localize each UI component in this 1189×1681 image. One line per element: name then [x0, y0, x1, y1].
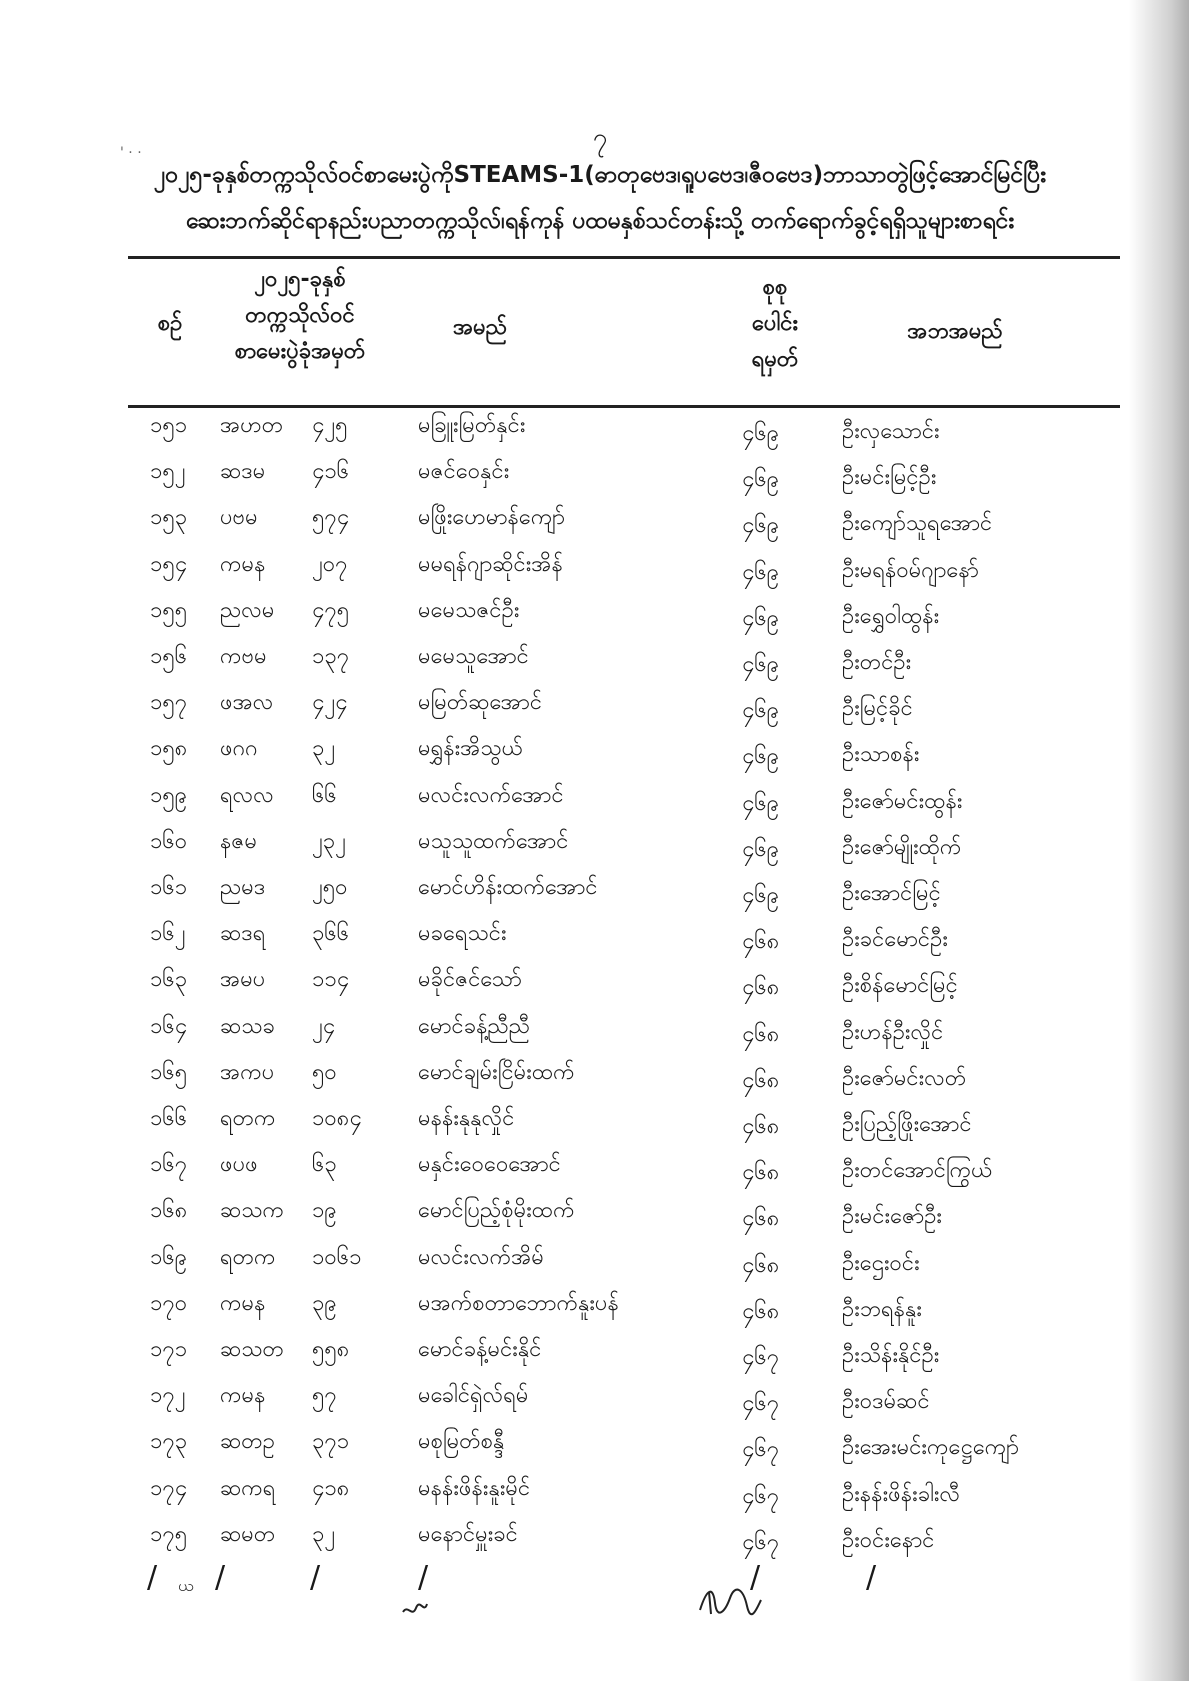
row-total-marks: ၄၆၉: [742, 559, 780, 585]
row-father-name: ဦးအေးမင်းကုဋ္ဌေကျော်: [842, 1435, 1019, 1461]
row-student-name: မလင်းလက်အောင်: [418, 782, 564, 808]
header-exam-line-1: ၂၀၂၅-ခုနှစ်: [254, 267, 346, 292]
table-row: [0, 1142, 1189, 1188]
row-serial-number: ၁၅၈: [150, 736, 188, 762]
row-serial-number: ၁၇၃: [150, 1429, 188, 1455]
table-row: [0, 495, 1189, 541]
header-exam-line-3: စာမေးပွဲခုံအမှတ်: [234, 339, 366, 364]
header-father-name: အဘအမည်: [907, 319, 1003, 344]
row-exam-number: ၃၉: [312, 1290, 337, 1316]
row-serial-number: ၁၇၁: [150, 1337, 188, 1362]
row-exam-code: အမပ: [220, 967, 266, 993]
table-row: [0, 865, 1189, 911]
header-marks-line-1: စုစု: [762, 275, 788, 300]
row-exam-number: ၆၃: [312, 1152, 337, 1178]
footer-mark-5: /: [750, 1560, 761, 1595]
table-row: [0, 542, 1189, 588]
row-exam-number: ၁၀၆၁: [312, 1244, 362, 1270]
table-row: [0, 1096, 1189, 1142]
table-top-rule: [128, 256, 1120, 259]
table-row: [0, 403, 1189, 449]
row-exam-number: ၂၀၇: [312, 551, 348, 577]
row-father-name: ဦးသိန်းနိုင်ဦး: [842, 1343, 940, 1368]
header-total-marks: [730, 270, 820, 378]
row-exam-number: ၆၆: [312, 782, 337, 808]
row-student-name: မခရေသင်း: [418, 921, 507, 947]
row-exam-number: ၂၅၀: [312, 875, 348, 900]
row-total-marks: ၄၆၈: [742, 1206, 780, 1232]
row-total-marks: ၄၆၉: [742, 790, 780, 816]
header-marks-line-3: ရမှတ်: [751, 347, 799, 372]
row-father-name: ဦးအောင်မြင့်: [842, 881, 941, 906]
row-total-marks: ၄၆၈: [742, 1021, 780, 1047]
table-row: [0, 1327, 1189, 1373]
header-marks-line-2: ပေါင်း: [751, 311, 799, 336]
row-total-marks: ၄၆၉: [742, 836, 780, 862]
row-father-name: ဦးကျော်သူရအောင်: [842, 511, 993, 537]
row-student-name: မခိုင်ဇင်သော်: [418, 967, 522, 993]
row-serial-number: ၁၅၁: [150, 413, 188, 438]
row-exam-code: ညလမ: [220, 597, 275, 623]
row-exam-code: ရတက: [220, 1106, 276, 1131]
row-student-name: မမေသဇင်ဦး: [418, 597, 520, 623]
row-serial-number: ၁၇၂: [150, 1383, 186, 1409]
row-father-name: ဦးပြည့်ဖြိုးအောင်: [842, 1112, 972, 1137]
row-serial-number: ၁၆၁: [150, 875, 188, 900]
table-row: [0, 726, 1189, 772]
initial-scribble: [400, 1598, 430, 1622]
table-row: [0, 588, 1189, 634]
row-serial-number: ၁၆၇: [150, 1152, 188, 1178]
row-total-marks: ၄၆၇: [742, 1345, 780, 1370]
table-row: [0, 1419, 1189, 1465]
row-student-name: မောင်ခန့်ညီညီ: [418, 1013, 531, 1039]
row-exam-number: ၅၅၈: [312, 1337, 350, 1362]
row-father-name: ဦးမင်းဇော်ဦး: [842, 1204, 943, 1230]
footer-mark-1: /: [147, 1560, 158, 1595]
row-father-name: ဦးသာစန်း: [842, 742, 920, 768]
row-exam-code: ဆဒရ: [220, 921, 266, 947]
row-serial-number: ၁၇၄: [150, 1475, 188, 1501]
row-exam-code: ရလလ: [220, 782, 274, 808]
signature-scribble: [695, 1578, 765, 1618]
row-exam-code: ဆတဥ: [220, 1429, 275, 1455]
row-exam-number: ၂၄: [312, 1013, 336, 1039]
footer-mark-2: /: [215, 1560, 226, 1595]
row-father-name: ဦးခင်မောင်ဦး: [842, 927, 948, 953]
row-exam-code: ဖအလ: [220, 690, 274, 716]
row-exam-number: ၃၂: [312, 736, 336, 762]
row-father-name: ဦးဝင်းနောင်: [842, 1527, 935, 1553]
row-father-name: ဦးစိန်မောင်မြင့်: [842, 973, 958, 999]
row-serial-number: ၁၅၂: [150, 459, 186, 485]
row-father-name: ဦးဌေးဝင်း: [842, 1250, 920, 1276]
row-exam-code: အဟတ: [220, 413, 284, 438]
row-exam-code: ဆမတ: [220, 1521, 276, 1547]
footer-mark-4: /: [418, 1560, 429, 1595]
table-row: [0, 634, 1189, 680]
row-student-name: မနန်းဖိန်းနူးမိုင်: [418, 1475, 531, 1501]
row-exam-number: ၄၁၆: [312, 459, 350, 485]
row-exam-number: ၄၂၄: [312, 690, 348, 716]
row-father-name: ဦးဇော်မင်းထွန်း: [842, 788, 963, 814]
row-serial-number: ၁၆၄: [150, 1013, 188, 1039]
row-exam-code: ဆသတ: [220, 1337, 284, 1362]
row-serial-number: ၁၆၀: [150, 828, 188, 854]
row-student-name: မောင်ခန့်မင်းနိုင်: [418, 1337, 542, 1362]
row-student-name: မအက်စတာဘောက်နူးပန်: [418, 1290, 619, 1316]
row-student-name: မသူသူထက်အောင်: [418, 828, 569, 854]
row-exam-code: ရတက: [220, 1244, 276, 1270]
table-row: [0, 773, 1189, 819]
row-exam-number: ၅၇: [312, 1383, 337, 1409]
footer-initial: ယ: [178, 1576, 194, 1595]
row-exam-code: ဆသခ: [220, 1013, 275, 1039]
table-row: [0, 1466, 1189, 1512]
row-student-name: မနန်းနုနုလှိုင်: [418, 1106, 515, 1131]
title-line-2: ဆေးဘက်ဆိုင်ရာနည်းပညာတက္ကသိုလ်၊ရန်ကုန် ပထမနှစ်သင်တန်းသို့ တက်ရောက်ခွင့်ရရှိသူများစာရင်း: [185, 208, 1015, 234]
row-student-name: မနှင်းဝေဝေအောင်: [418, 1152, 561, 1178]
table-row: [0, 1512, 1189, 1558]
title-line-1: ၂၀၂၅-ခုနှစ်တက္ကသိုလ်ဝင်စာမေးပွဲကိုSTEAMS-1(ဓာတုဗေဒ၊ရူပဗေဒ၊ဇီဝဗေဒ)ဘာသာတွဲဖြင့်အောင်မြင်ပြီး: [153, 162, 1047, 188]
row-student-name: မဖြိုးဟေမာန်ကျော်: [418, 505, 565, 531]
row-serial-number: ၁၆၂: [150, 921, 186, 947]
row-exam-number: ၁၀၈၄: [312, 1106, 362, 1131]
row-total-marks: ၄၆၉: [742, 698, 780, 724]
table-row: [0, 1373, 1189, 1419]
footer-mark-3: /: [310, 1560, 321, 1595]
row-serial-number: ၁၆၅: [150, 1059, 188, 1085]
row-exam-code: ဆကရ: [220, 1475, 276, 1501]
row-father-name: ဦးရွှေဝါထွန်း: [842, 603, 940, 629]
row-total-marks: ၄၆၇: [742, 1437, 780, 1463]
row-father-name: ဦးမင်းမြင့်ဦး: [842, 465, 937, 491]
row-total-marks: ၄၆၇: [742, 1529, 780, 1555]
row-serial-number: ၁၅၆: [150, 644, 188, 669]
row-father-name: ဦးတင်အောင်ကြွယ်: [842, 1158, 993, 1184]
row-exam-number: ၅၀: [312, 1059, 337, 1085]
row-exam-number: ၁၉: [312, 1198, 337, 1224]
row-exam-number: ၃၆၆: [312, 921, 350, 947]
row-exam-code: အကပ: [220, 1059, 275, 1085]
row-serial-number: ၁၆၆: [150, 1106, 188, 1131]
row-exam-code: ပဗမ: [220, 505, 258, 531]
row-exam-code: နဇမ: [220, 828, 258, 854]
row-father-name: ဦးဇော်မျိုးထိုက်: [842, 834, 962, 860]
row-student-name: မခေါင်ရှဲလ်ရမ်: [418, 1383, 529, 1409]
row-student-name: မောင်ပြည့်စုံမိုးထက်: [418, 1198, 575, 1224]
row-exam-code: ဖပဖ: [220, 1152, 258, 1178]
table-row: [0, 1050, 1189, 1096]
table-row: [0, 819, 1189, 865]
row-total-marks: ၄၆၉: [742, 421, 780, 446]
table-row: [0, 680, 1189, 726]
header-name: အမည်: [452, 315, 508, 340]
row-serial-number: ၁၆၈: [150, 1198, 188, 1224]
row-father-name: ဦးဇော်မင်းလတ်: [842, 1065, 967, 1091]
page-number: ၇: [592, 123, 608, 153]
row-exam-number: ၃၇၁: [312, 1429, 350, 1455]
row-total-marks: ၄၆၉: [742, 467, 780, 493]
table-row: [0, 449, 1189, 495]
row-total-marks: ၄၆၈: [742, 1252, 780, 1278]
row-father-name: ဦးမရန်ဝမ်ဂျာနော်: [842, 557, 979, 583]
table-row: [0, 1004, 1189, 1050]
row-student-name: မမြတ်ဆုအောင်: [418, 690, 543, 716]
row-student-name: မရွှန်းအိသွယ်: [418, 736, 523, 762]
row-total-marks: ၄၆၈: [742, 975, 780, 1001]
row-student-name: မခြူးမြတ်နှင်း: [418, 413, 526, 438]
row-total-marks: ၄၆၈: [742, 1067, 780, 1093]
row-student-name: မဇင်ဝေနှင်း: [418, 459, 510, 485]
row-exam-number: ၃၂: [312, 1521, 336, 1547]
row-exam-number: ၁၁၄: [312, 967, 350, 993]
row-exam-code: ဆသက: [220, 1198, 285, 1224]
row-father-name: ဦးဘရန်နူး: [842, 1296, 922, 1322]
row-exam-number: ၂၃၂: [312, 828, 346, 854]
row-total-marks: ၄၆၈: [742, 1298, 780, 1324]
row-total-marks: ၄၆၇: [742, 1391, 780, 1417]
row-total-marks: ၄၆၉: [742, 744, 780, 770]
document-title: [110, 152, 1090, 244]
row-father-name: ဦးတင်ဦး: [842, 650, 912, 675]
table-row: [0, 1235, 1189, 1281]
header-exam-line-2: တက္ကသိုလ်ဝင်: [245, 303, 355, 328]
row-exam-code: ဆဒမ: [220, 459, 266, 485]
row-exam-number: ၄၁၈: [312, 1475, 350, 1501]
row-serial-number: ၁၇၀: [150, 1290, 188, 1316]
row-exam-number: ၁၃၇: [312, 644, 350, 669]
row-exam-code: ညမဒ: [220, 875, 266, 900]
row-student-name: မမရန်ဂျာဆိုင်းအိန်: [418, 551, 563, 577]
row-total-marks: ၄၆၉: [742, 513, 780, 539]
row-total-marks: ၄၆၉: [742, 605, 780, 631]
row-exam-code: ကမန: [220, 1383, 266, 1409]
row-total-marks: ၄၆၉: [742, 883, 780, 908]
row-student-name: မမေသူအောင်: [418, 644, 529, 669]
row-total-marks: ၄၆၇: [742, 1483, 780, 1509]
row-student-name: မစုမြတ်စန္ဒီ: [418, 1429, 505, 1455]
table-row: [0, 911, 1189, 957]
footer-mark-6: /: [866, 1560, 877, 1595]
row-father-name: ဦးနန်းဖိန်းခါးလီ: [842, 1481, 961, 1507]
row-exam-code: ဖဂဂ: [220, 736, 258, 762]
table-row: [0, 1281, 1189, 1327]
row-total-marks: ၄၆၈: [742, 1114, 780, 1139]
row-student-name: မနောင်မှူးခင်: [418, 1521, 518, 1547]
scan-artifact: ' · ·: [120, 145, 142, 161]
row-serial-number: ၁၅၄: [150, 551, 188, 577]
row-father-name: ဦးဟန်ဦးလှိုင်: [842, 1019, 944, 1045]
row-total-marks: ၄၆၉: [742, 652, 780, 677]
row-exam-number: ၄၂၅: [312, 413, 348, 438]
header-no: စဉ်: [157, 311, 183, 336]
row-serial-number: ၁၆၃: [150, 967, 188, 993]
row-serial-number: ၁၅၉: [150, 782, 188, 808]
row-serial-number: ၁၆၉: [150, 1244, 188, 1270]
row-serial-number: ၁၇၅: [150, 1521, 188, 1547]
row-total-marks: ၄၆၈: [742, 1160, 780, 1186]
row-father-name: ဦးလှသောင်း: [842, 419, 940, 444]
row-student-name: မောင်ချမ်းငြိမ်းထက်: [418, 1059, 575, 1085]
row-serial-number: ၁၅၅: [150, 597, 188, 623]
header-exam-number: [205, 262, 395, 370]
row-exam-code: ကဗမ: [220, 644, 267, 669]
row-serial-number: ၁၅၇: [150, 690, 188, 716]
row-exam-code: ကမန: [220, 551, 266, 577]
row-exam-number: ၅၇၄: [312, 505, 350, 531]
row-father-name: ဦးမြင့်ခိုင်: [842, 696, 913, 722]
row-student-name: မောင်ဟိန်းထက်အောင်: [418, 875, 598, 900]
table-row: [0, 1188, 1189, 1234]
row-father-name: ဦးဝဒမ်ဆင်: [842, 1389, 930, 1415]
row-total-marks: ၄၆၈: [742, 929, 780, 955]
row-student-name: မလင်းလက်အိမ်: [418, 1244, 544, 1270]
row-serial-number: ၁၅၃: [150, 505, 188, 531]
row-exam-number: ၄၇၅: [312, 597, 350, 623]
row-exam-code: ကမန: [220, 1290, 266, 1316]
table-row: [0, 957, 1189, 1003]
